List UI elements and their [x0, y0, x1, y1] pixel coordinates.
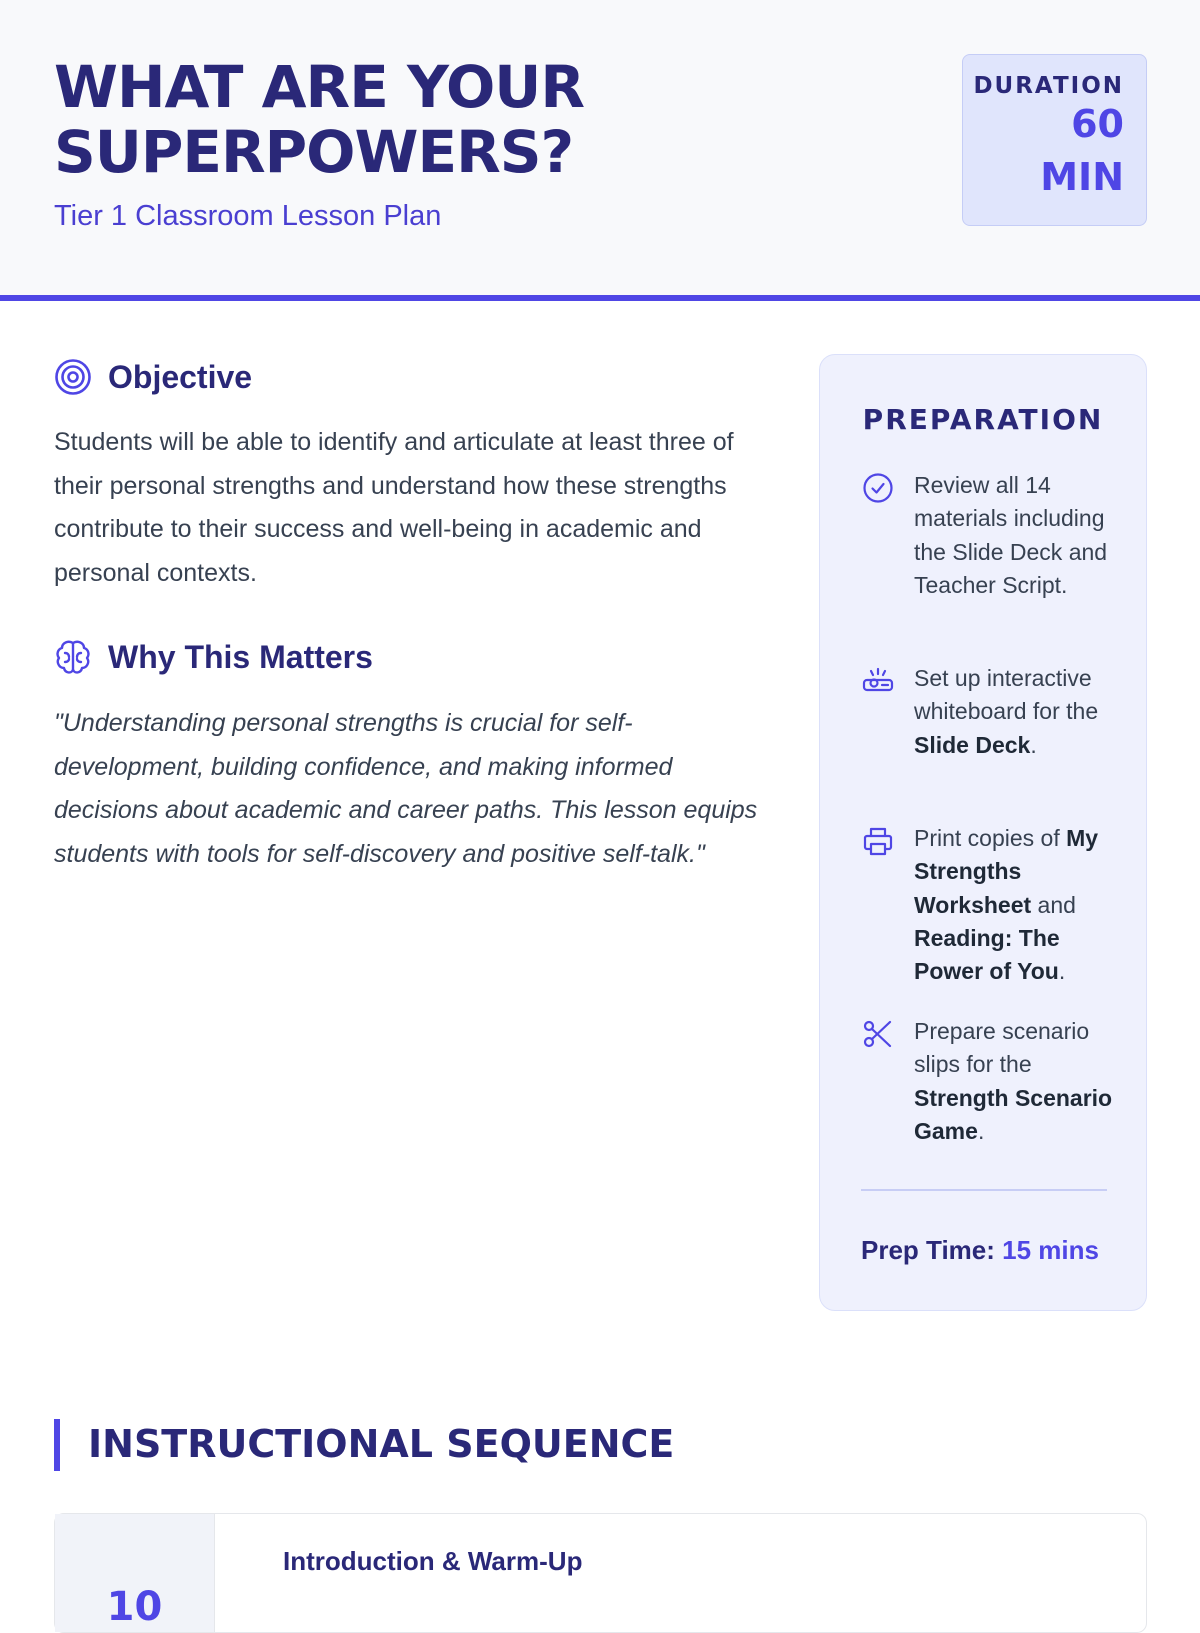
prep-item-text: Prepare scenario slips for the Strength Scenario Game.: [914, 1018, 1113, 1144]
preparation-title: PREPARATION: [862, 403, 1104, 436]
brain-icon: [54, 638, 92, 676]
prep-item-text: Print copies of My Strengths Worksheet and Reading: The Power of You.: [914, 825, 1099, 985]
lesson-subtitle: Tier 1 Classroom Lesson Plan: [54, 200, 442, 232]
instructional-sequence-title: INSTRUCTIONAL SEQUENCE: [88, 1422, 675, 1466]
lesson-title: WHAT ARE YOUR SUPERPOWERS?: [54, 53, 585, 186]
duration-badge: [962, 54, 1147, 226]
step-duration: [55, 1514, 215, 1632]
target-icon: [54, 358, 92, 396]
projector-icon: [861, 664, 895, 698]
prep-item-print: [861, 822, 1121, 988]
prep-item-review: [861, 469, 1121, 602]
prep-divider: [861, 1189, 1107, 1191]
prep-emphasis: Strength Scenario Game: [914, 1084, 1113, 1144]
prep-item-text: Set up interactive whiteboard for the Slide Deck.: [914, 665, 1099, 758]
sequence-step-card: [54, 1513, 1147, 1633]
objective-heading-label: Objective: [108, 358, 253, 395]
scissors-icon: [861, 1017, 895, 1051]
prep-emphasis: Reading: The Power of You: [914, 924, 1060, 985]
duration-value-unit: MIN: [1040, 155, 1124, 199]
why-quote: "Understanding personal strengths is crucial for self-development, building confidence, and making informed decisions about academic and career paths. This lesson equips students with tools for self-discovery and positive self-talk.": [54, 709, 758, 868]
objective-heading: [54, 358, 252, 396]
prep-item-text: Review all 14 materials including the Slide Deck and Teacher Script.: [914, 472, 1108, 598]
prep-item-scenario: [861, 1015, 1121, 1148]
why-heading: [54, 638, 373, 676]
section-accent-bar: [54, 1419, 60, 1471]
prep-time-value: 15 mins: [1002, 1235, 1099, 1265]
prep-emphasis: Slide Deck: [914, 731, 1031, 758]
preparation-card: [819, 354, 1147, 1311]
duration-label: DURATION: [973, 73, 1124, 99]
check-circle-icon: [861, 471, 895, 505]
prep-time-label: Prep Time:: [861, 1235, 1003, 1265]
prep-time: [861, 1235, 1099, 1266]
why-heading-label: Why This Matters: [108, 638, 373, 675]
step-title: Introduction & Warm-Up: [283, 1546, 583, 1576]
prep-emphasis: My Strengths Worksheet: [914, 825, 1099, 918]
printer-icon: [861, 824, 895, 858]
duration-value-number: 60: [1071, 102, 1124, 146]
step-minutes: 10: [106, 1584, 163, 1630]
objective-text: Students will be able to identify and articulate at least three of their personal strengths and understand how these strengths contribute to their success and well-being in academic and personal contexts.: [54, 428, 734, 587]
lesson-header: [0, 0, 1200, 301]
prep-item-whiteboard: [861, 662, 1121, 762]
